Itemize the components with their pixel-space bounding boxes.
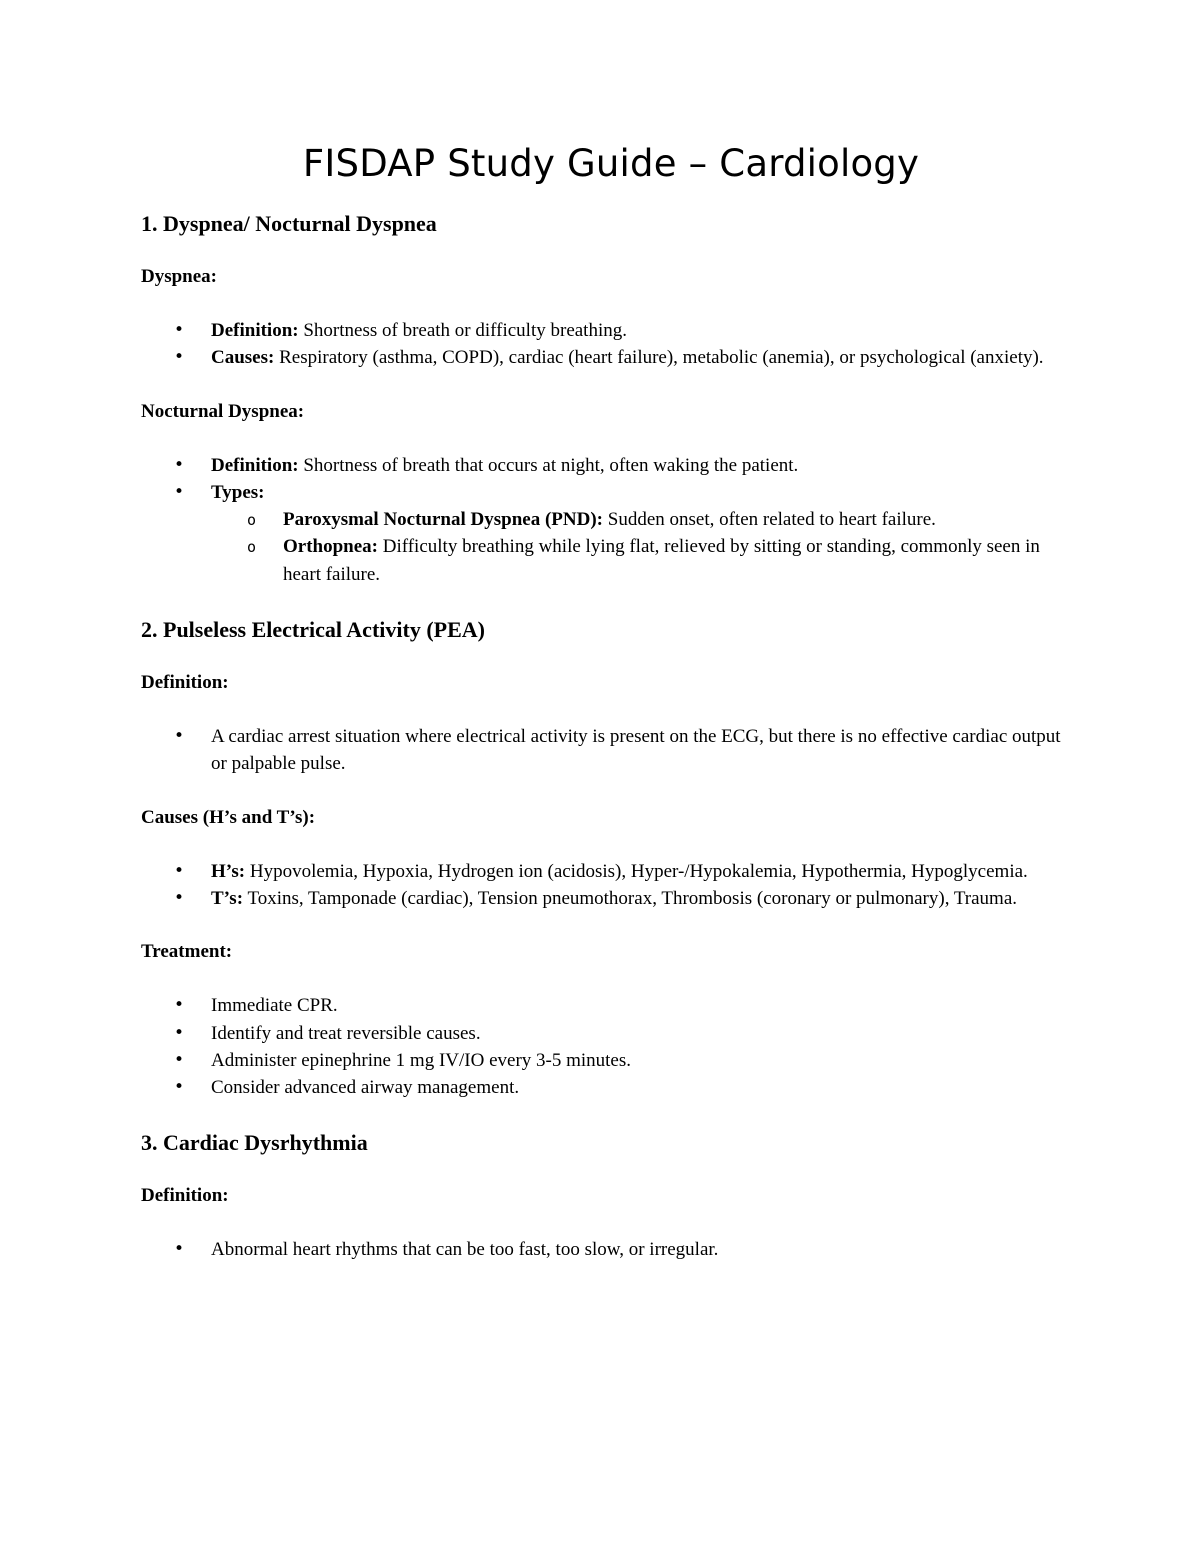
item-term: Causes: (211, 347, 275, 369)
section-heading: 2. Pulseless Electrical Activity (PEA) (141, 617, 485, 643)
bullet-list (141, 1236, 1061, 1263)
bullet-list (141, 723, 1061, 778)
group-label: Causes (H’s and T’s): (141, 806, 316, 828)
list-item (211, 1020, 1061, 1047)
item-term: Orthopnea: (283, 536, 378, 558)
item-text: Difficulty breathing while lying flat, relieved by sitting or standing, commonly seen in heart failure. (283, 536, 1040, 585)
item-text: Respiratory (asthma, COPD), cardiac (heart failure), metabolic (anemia), or psychological (anxiety). (274, 347, 1044, 369)
item-text: Abnormal heart rhythms that can be too fast, too slow, or irregular. (211, 1239, 719, 1261)
item-text: Consider advanced airway management. (211, 1077, 520, 1099)
item-term: Definition: (211, 320, 299, 341)
list-item (211, 885, 1061, 912)
list-item (211, 479, 1061, 588)
document-title: FISDAP Study Guide – Cardiology (302, 142, 920, 185)
group-label: Dyspnea: (141, 266, 218, 287)
group-label: Treatment: (141, 941, 233, 963)
section-heading: 1. Dyspnea/ Nocturnal Dyspnea (141, 211, 437, 236)
list-item (211, 723, 1061, 778)
item-text: Identify and treat reversible causes. (211, 1022, 481, 1044)
list-item (211, 344, 1061, 371)
group-label: Nocturnal Dyspnea: (141, 400, 305, 422)
group-label: Definition: (141, 1185, 229, 1207)
sub-list (211, 506, 1061, 588)
item-text: Administer epinephrine 1 mg IV/IO every 3-5 minutes. (211, 1049, 632, 1071)
bullet-list (141, 858, 1061, 913)
document-page (141, 140, 1061, 1264)
item-term: H’s: (211, 860, 246, 882)
list-item (211, 1236, 1061, 1263)
group-label: Definition: (141, 672, 229, 694)
item-text: Toxins, Tamponade (cardiac), Tension pneumothorax, Thrombosis (coronary or pulmonary), Trauma. (243, 887, 1018, 909)
bullet-list (141, 317, 1061, 372)
item-text: Sudden onset, often related to heart failure. (603, 509, 936, 531)
item-text: Hypovolemia, Hypoxia, Hydrogen ion (acidosis), Hyper-/Hypokalemia, Hypothermia, Hypoglycemia. (245, 860, 1028, 882)
list-item (211, 1047, 1061, 1074)
item-text: Immediate CPR. (211, 995, 338, 1017)
section-heading: 3. Cardiac Dysrhythmia (141, 1130, 368, 1156)
item-text: Shortness of breath or difficulty breathing. (298, 320, 627, 341)
item-term: Types: (211, 481, 265, 503)
item-text: A cardiac arrest situation where electrical activity is present on the ECG, but there is no effective cardiac output or palpable pulse. (211, 726, 1061, 775)
list-item (211, 992, 1061, 1019)
bullet-list (141, 452, 1061, 588)
list-item (211, 452, 1061, 479)
list-item (211, 1074, 1061, 1101)
sub-list-item (283, 533, 1061, 588)
list-item (211, 317, 1061, 344)
item-term: Paroxysmal Nocturnal Dyspnea (PND): (283, 509, 603, 531)
bullet-list (141, 992, 1061, 1101)
item-text: Shortness of breath that occurs at night, often waking the patient. (298, 454, 799, 476)
list-item (211, 858, 1061, 885)
item-term: Definition: (211, 454, 299, 476)
sub-list-item (283, 506, 1061, 533)
item-term: T’s: (211, 887, 244, 909)
